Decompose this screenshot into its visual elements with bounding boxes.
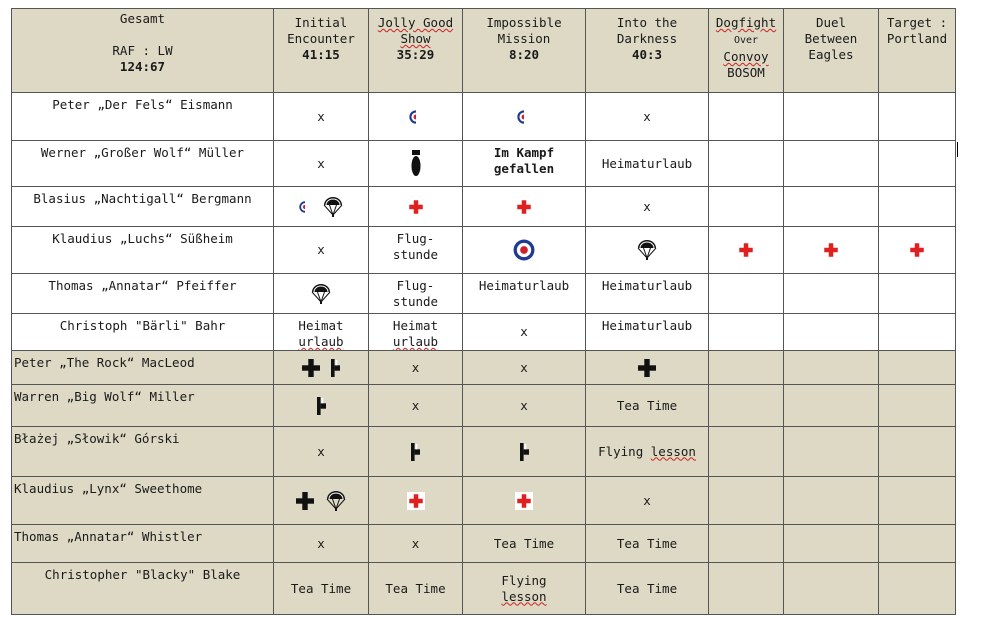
result-text: urlaub bbox=[298, 334, 344, 349]
result-cell: x bbox=[369, 525, 463, 563]
result-text: lesson bbox=[650, 443, 696, 459]
result-cell bbox=[879, 227, 956, 274]
result-cell: x bbox=[274, 525, 369, 563]
result-cell: x bbox=[369, 385, 463, 427]
red-cross-icon bbox=[515, 492, 533, 510]
pilot-name: Thomas „Annatar“ Whistler bbox=[12, 525, 274, 563]
balkenkreuz-icon bbox=[296, 492, 314, 510]
result-cell: x bbox=[274, 427, 369, 477]
half-balkenkreuz-icon bbox=[411, 443, 420, 461]
table-row bbox=[12, 385, 956, 427]
mission-results-table bbox=[11, 8, 956, 615]
balkenkreuz-icon bbox=[302, 359, 320, 377]
result-cell bbox=[586, 227, 709, 274]
result-cell: Tea Time bbox=[463, 525, 586, 563]
table-row bbox=[12, 141, 956, 187]
pilot-name: Thomas „Annatar“ Pfeiffer bbox=[12, 274, 274, 314]
result-cell: x bbox=[463, 351, 586, 385]
result-cell bbox=[784, 427, 879, 477]
mission-title-part: BOSOM bbox=[727, 65, 765, 80]
result-cell bbox=[463, 93, 586, 141]
table-row bbox=[12, 314, 956, 351]
result-text: gefallen bbox=[493, 161, 555, 176]
pilot-name: Klaudius „Luchs“ Süßheim bbox=[12, 227, 274, 274]
result-cell bbox=[709, 351, 784, 385]
half-balkenkreuz-icon bbox=[331, 359, 340, 377]
result-cell bbox=[784, 93, 879, 141]
result-cell bbox=[879, 274, 956, 314]
parachute-icon bbox=[637, 239, 657, 261]
header-row bbox=[12, 9, 956, 93]
result-cell: Tea Time bbox=[586, 563, 709, 615]
result-cell bbox=[369, 427, 463, 477]
result-text: stunde bbox=[392, 247, 439, 262]
result-cell bbox=[369, 141, 463, 187]
result-cell bbox=[369, 314, 463, 351]
mission-score: 8:20 bbox=[508, 47, 540, 62]
table-row bbox=[12, 187, 956, 227]
mission-title: Impossible Mission bbox=[486, 15, 562, 46]
table-row bbox=[12, 274, 956, 314]
result-cell: x bbox=[586, 93, 709, 141]
bomb-icon bbox=[410, 150, 422, 178]
result-cell bbox=[463, 477, 586, 525]
pilot-name: Peter „The Rock“ MacLeod bbox=[12, 351, 274, 385]
result-cell bbox=[369, 187, 463, 227]
result-cell bbox=[784, 314, 879, 351]
red-cross-icon bbox=[908, 241, 926, 259]
result-cell bbox=[709, 141, 784, 187]
result-cell bbox=[709, 314, 784, 351]
mission-title-part: Over bbox=[733, 35, 759, 46]
result-cell: x bbox=[586, 187, 709, 227]
result-cell bbox=[709, 274, 784, 314]
pilot-name: Blasius „Nachtigall“ Bergmann bbox=[12, 187, 274, 227]
result-cell bbox=[274, 187, 369, 227]
raf-roundel-icon bbox=[409, 109, 423, 125]
result-cell bbox=[879, 187, 956, 227]
mission-title: Jolly Good Show bbox=[377, 15, 454, 46]
result-cell: x bbox=[463, 385, 586, 427]
table-row bbox=[12, 227, 956, 274]
pilot-name: Werner „Großer Wolf“ Müller bbox=[12, 141, 274, 187]
result-cell bbox=[879, 477, 956, 525]
result-cell bbox=[784, 227, 879, 274]
result-cell bbox=[784, 351, 879, 385]
result-cell: Tea Time bbox=[586, 525, 709, 563]
result-cell bbox=[784, 141, 879, 187]
mission-header-2 bbox=[369, 9, 463, 93]
result-cell: Tea Time bbox=[274, 563, 369, 615]
pilot-name: Peter „Der Fels“ Eismann bbox=[12, 93, 274, 141]
result-cell bbox=[879, 563, 956, 615]
table-row bbox=[12, 477, 956, 525]
result-cell bbox=[274, 274, 369, 314]
half-balkenkreuz-icon bbox=[317, 397, 326, 415]
result-text: stunde bbox=[392, 294, 439, 309]
mission-header-6 bbox=[784, 9, 879, 93]
result-text: Heimat bbox=[298, 318, 344, 333]
result-text: Flug- bbox=[396, 231, 435, 246]
result-cell bbox=[709, 187, 784, 227]
result-cell bbox=[709, 525, 784, 563]
result-cell bbox=[463, 427, 586, 477]
result-cell: x bbox=[463, 314, 586, 351]
mission-header-5 bbox=[709, 9, 784, 93]
half-balkenkreuz-icon bbox=[520, 443, 529, 461]
mission-title-part: Convoy bbox=[723, 49, 769, 64]
red-cross-icon bbox=[407, 198, 425, 216]
result-cell bbox=[274, 351, 369, 385]
gesamt-cell bbox=[12, 9, 274, 93]
table-row bbox=[12, 427, 956, 477]
mission-title: Duel Between Eagles bbox=[804, 15, 858, 62]
pilot-name: Christopher "Blacky" Blake bbox=[12, 563, 274, 615]
raf-roundel-icon bbox=[513, 239, 535, 261]
raf-roundel-icon bbox=[517, 109, 531, 125]
gesamt-label: Gesamt bbox=[119, 11, 166, 26]
gesamt-teams: RAF : LW bbox=[112, 43, 173, 58]
result-cell bbox=[784, 477, 879, 525]
table-row bbox=[12, 93, 956, 141]
result-cell bbox=[709, 477, 784, 525]
result-cell: Tea Time bbox=[586, 385, 709, 427]
result-cell bbox=[879, 427, 956, 477]
result-cell bbox=[879, 351, 956, 385]
result-cell: Heimaturlaub bbox=[586, 141, 709, 187]
mission-title: Dogfight bbox=[715, 15, 777, 30]
table-row bbox=[12, 351, 956, 385]
mission-score: 40:3 bbox=[631, 47, 663, 62]
result-cell bbox=[879, 93, 956, 141]
table-row bbox=[12, 563, 956, 615]
result-text: Flying bbox=[501, 572, 547, 588]
result-cell bbox=[463, 227, 586, 274]
result-text: Flying bbox=[598, 443, 644, 459]
result-cell: Heimaturlaub bbox=[586, 274, 709, 314]
result-cell: Heimaturlaub bbox=[586, 314, 709, 351]
result-cell bbox=[369, 274, 463, 314]
result-cell bbox=[463, 141, 586, 187]
result-cell bbox=[879, 385, 956, 427]
result-cell bbox=[463, 187, 586, 227]
result-cell bbox=[369, 227, 463, 274]
result-cell bbox=[274, 477, 369, 525]
mission-title: Target : Portland bbox=[886, 15, 948, 46]
result-cell bbox=[274, 385, 369, 427]
mission-header-1 bbox=[274, 9, 369, 93]
gesamt-score: 124:67 bbox=[119, 59, 166, 74]
result-cell: x bbox=[586, 477, 709, 525]
mission-title: Initial Encounter bbox=[287, 15, 355, 46]
mission-header-4 bbox=[586, 9, 709, 93]
balkenkreuz-icon bbox=[638, 359, 656, 377]
parachute-icon bbox=[323, 196, 343, 218]
result-cell: x bbox=[274, 141, 369, 187]
result-text: urlaub bbox=[392, 334, 439, 349]
result-text: lesson bbox=[501, 588, 547, 604]
parachute-icon bbox=[326, 490, 346, 512]
pilot-name: Klaudius „Lynx“ Sweethome bbox=[12, 477, 274, 525]
result-cell: x bbox=[274, 227, 369, 274]
result-cell bbox=[709, 93, 784, 141]
result-text: Im Kampf bbox=[493, 145, 555, 160]
mission-header-7 bbox=[879, 9, 956, 93]
mission-header-3 bbox=[463, 9, 586, 93]
result-cell bbox=[709, 563, 784, 615]
result-cell bbox=[784, 274, 879, 314]
mission-score: 35:29 bbox=[396, 47, 435, 62]
result-cell: x bbox=[274, 93, 369, 141]
red-cross-icon bbox=[407, 492, 425, 510]
result-cell bbox=[709, 427, 784, 477]
pilot-name: Warren „Big Wolf“ Miller bbox=[12, 385, 274, 427]
result-cell bbox=[709, 385, 784, 427]
result-cell bbox=[463, 563, 586, 615]
result-cell bbox=[586, 351, 709, 385]
result-cell: x bbox=[369, 351, 463, 385]
result-cell bbox=[369, 477, 463, 525]
result-cell bbox=[879, 141, 956, 187]
red-cross-icon bbox=[822, 241, 840, 259]
text-cursor bbox=[957, 142, 958, 157]
result-cell bbox=[784, 563, 879, 615]
result-cell: Heimaturlaub bbox=[463, 274, 586, 314]
result-cell bbox=[879, 525, 956, 563]
pilot-name: Christoph "Bärli" Bahr bbox=[12, 314, 274, 351]
result-cell: Tea Time bbox=[369, 563, 463, 615]
red-cross-icon bbox=[737, 241, 755, 259]
result-cell bbox=[709, 227, 784, 274]
pilot-name: Błażej „Słowik“ Górski bbox=[12, 427, 274, 477]
mission-score: 41:15 bbox=[302, 47, 340, 62]
result-cell bbox=[879, 314, 956, 351]
red-cross-icon bbox=[515, 198, 533, 216]
result-cell bbox=[274, 314, 369, 351]
parachute-icon bbox=[311, 283, 331, 305]
result-text: Flug- bbox=[396, 278, 435, 293]
raf-roundel-icon bbox=[299, 199, 311, 215]
result-cell bbox=[784, 525, 879, 563]
table-row bbox=[12, 525, 956, 563]
result-cell bbox=[784, 187, 879, 227]
result-cell bbox=[369, 93, 463, 141]
result-text: Heimat bbox=[392, 318, 439, 333]
result-cell bbox=[586, 427, 709, 477]
mission-title: Into the Darkness bbox=[616, 15, 678, 46]
result-cell bbox=[784, 385, 879, 427]
